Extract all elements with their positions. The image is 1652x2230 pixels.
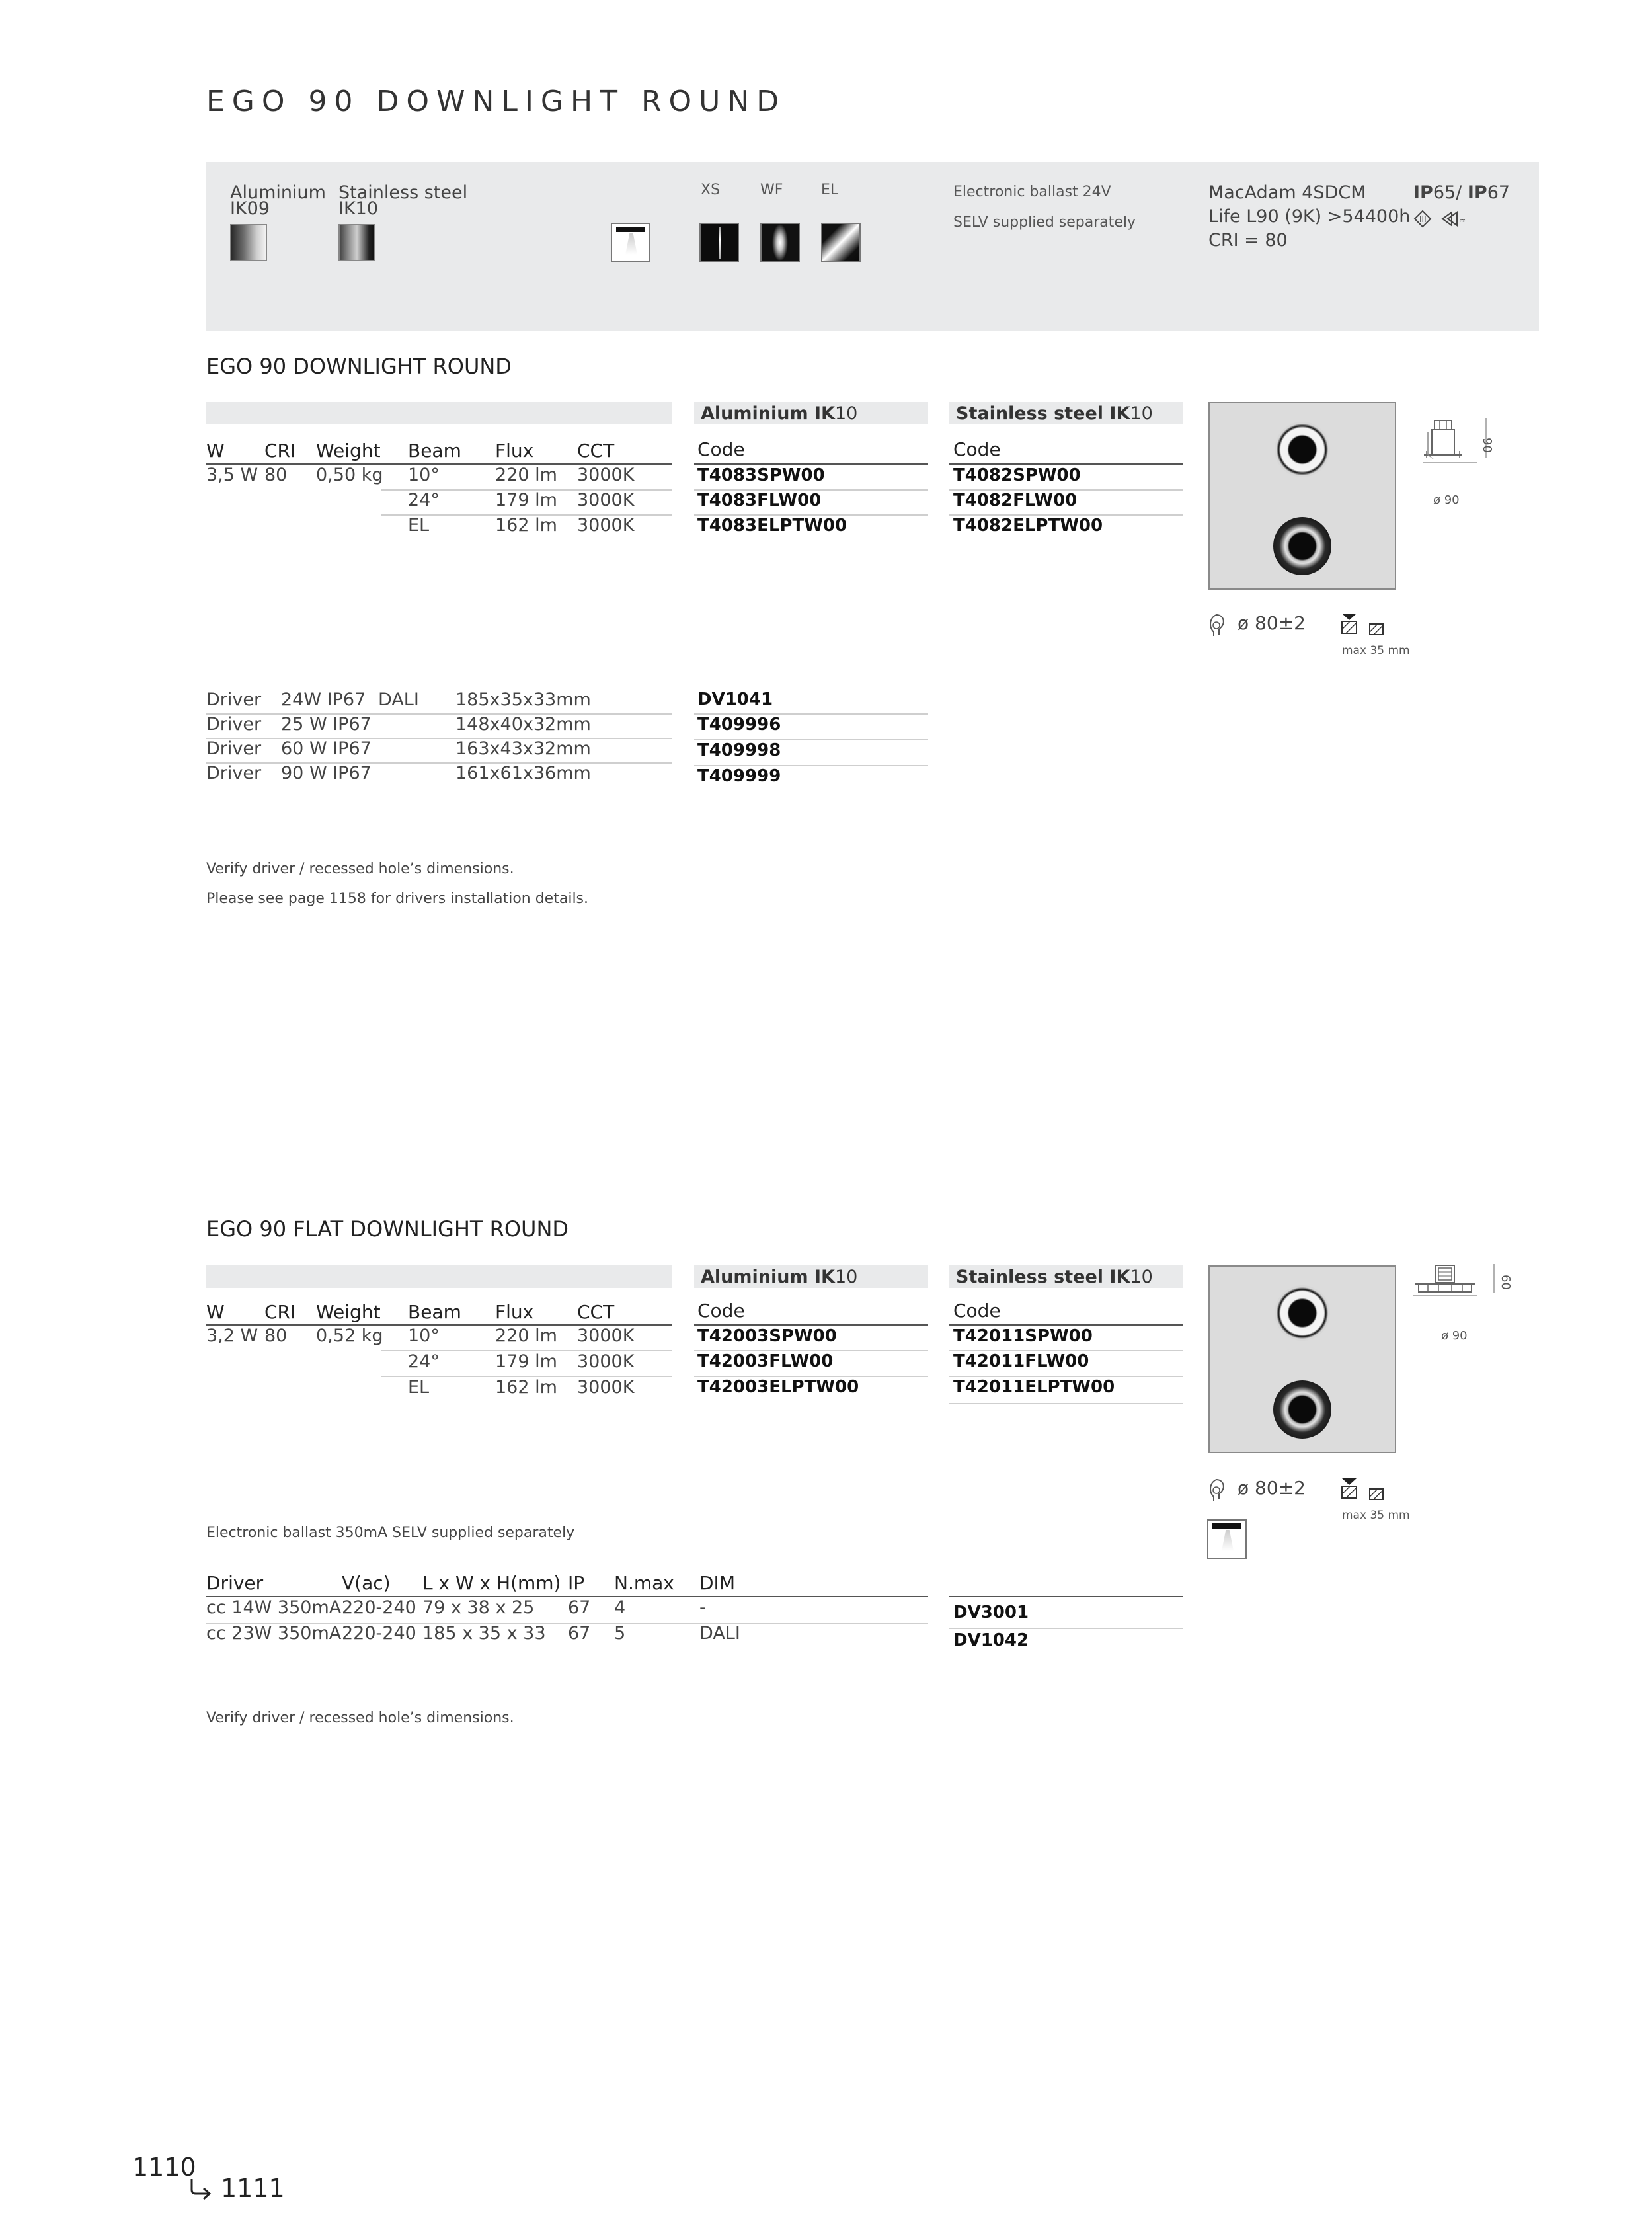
life-spec: Life L90 (9K) >54400h: [1208, 206, 1411, 227]
s2-row1-cct: 3000K: [577, 1326, 635, 1346]
s1-row3-cct: 3000K: [577, 515, 635, 536]
s2-drv1-code: DV3001: [953, 1603, 1029, 1622]
s2-row1-beam: 10°: [408, 1326, 440, 1346]
s1-dim-height: 90: [1480, 438, 1494, 453]
s2-ballast-note: Electronic ballast 350mA SELV supplied separately: [206, 1525, 575, 1541]
s1-col-w: W: [206, 440, 225, 461]
s1-driver3-size: 163x43x32mm: [455, 738, 591, 759]
s1-driver3-code: T409998: [697, 740, 781, 760]
s1-row3-alu-code: T4083ELPTW00: [697, 516, 847, 536]
s1-steel-fixture-image: [1273, 517, 1331, 575]
s2-drv1-nmax: 4: [614, 1597, 626, 1618]
s1-row1-beam: 10°: [408, 465, 440, 485]
s1-driver3-label: Driver: [206, 738, 262, 759]
s2-col-weight: Weight: [316, 1301, 381, 1323]
s2-weight: 0,52 kg: [316, 1326, 383, 1346]
beam-el-label: EL: [821, 182, 839, 198]
s1-col-beam: Beam: [408, 440, 461, 461]
s1-max-depth-icon: [1339, 612, 1390, 639]
s1-dim-diameter: ø 90: [1433, 493, 1460, 507]
aluminium-finish-swatch: [230, 224, 267, 261]
s2-drv-col-ip: IP: [568, 1572, 585, 1594]
s1-aluminium-fixture-image: [1275, 422, 1330, 477]
s2-max-depth-icon: [1339, 1477, 1390, 1503]
beam-xs-label: XS: [701, 182, 721, 198]
s2-drv1-dim: -: [699, 1597, 706, 1618]
s2-watt: 3,2 W: [206, 1326, 258, 1346]
ip-value-b: 67: [1487, 182, 1511, 203]
s1-cut-hole-icon: [1207, 612, 1230, 637]
s1-alu-code-label: Code: [697, 438, 745, 460]
s2-drv2-vac: 220-240: [342, 1623, 416, 1644]
class-iii-icon: [1415, 211, 1431, 227]
beam-wf-icon: [760, 223, 800, 262]
s2-col-cri: CRI: [264, 1301, 296, 1323]
s1-row1-flux: 220 lm: [495, 465, 557, 485]
energy-class-icon: [1442, 212, 1466, 225]
s2-col-cct: CCT: [577, 1301, 615, 1323]
finish-steel-label: Stainless steel: [338, 182, 468, 203]
s1-row2-beam: 24°: [408, 490, 440, 510]
s1-col-flux: Flux: [495, 440, 534, 461]
s2-drv2-dim: DALI: [699, 1623, 740, 1644]
s1-row1-alu-code: T4083SPW00: [697, 465, 825, 485]
ballast-line-2: SELV supplied separately: [953, 214, 1136, 231]
s2-col-w: W: [206, 1301, 225, 1323]
s1-driver1-label: Driver: [206, 690, 262, 710]
s2-max-depth: max 35 mm: [1342, 1509, 1410, 1522]
s2-row2-alu-code: T42003FLW00: [697, 1351, 834, 1371]
s1-driver4-size: 161x61x36mm: [455, 763, 591, 783]
s2-product-photo: [1208, 1265, 1396, 1453]
s2-drv2-nmax: 5: [614, 1623, 626, 1644]
s2-row1-flux: 220 lm: [495, 1326, 557, 1346]
s2-drv1-driver: cc 14W 350mA: [206, 1597, 342, 1618]
s1-driver1-code: DV1041: [697, 690, 773, 709]
s2-drv-col-size: L x W x H(mm): [422, 1572, 561, 1594]
s2-drv1-vac: 220-240: [342, 1597, 416, 1618]
s1-driver3-spec: 60 W IP67: [281, 738, 372, 759]
s1-hole-diameter: ø 80±2: [1238, 612, 1306, 634]
section2-alu-header: Aluminium IK10: [701, 1267, 858, 1287]
macadam-spec: MacAdam 4SDCM: [1208, 182, 1366, 203]
section2-heading: EGO 90 FLAT DOWNLIGHT ROUND: [206, 1216, 569, 1242]
s1-note-verify: Verify driver / recessed hole’s dimensions.: [206, 861, 514, 877]
s1-max-depth: max 35 mm: [1342, 644, 1410, 657]
s1-col-cct: CCT: [577, 440, 615, 461]
s2-drv2-code: DV1042: [953, 1630, 1029, 1650]
beam-wf-label: WF: [760, 182, 783, 198]
s2-cut-hole-icon: [1207, 1477, 1230, 1502]
s2-dimension-drawing: [1412, 1261, 1505, 1328]
finish-aluminium-ik: IK09: [230, 198, 270, 219]
section1-ss-header: Stainless steel IK10: [956, 403, 1153, 424]
ballast-line-1: Electronic ballast 24V: [953, 184, 1111, 200]
s1-cri: 80: [264, 465, 288, 485]
ip-label-b: IP: [1467, 182, 1487, 203]
s2-drv-col-nmax: N.max: [614, 1572, 674, 1594]
s1-driver1-size: 185x35x33mm: [455, 690, 591, 710]
ip-rating: [1413, 183, 1510, 202]
s1-row2-ss-code: T4082FLW00: [953, 491, 1078, 510]
s1-driver2-label: Driver: [206, 714, 262, 735]
s2-drv-col-dim: DIM: [699, 1572, 735, 1594]
s1-row2-cct: 3000K: [577, 490, 635, 510]
beam-xs-icon: [699, 223, 739, 262]
s1-driver2-size: 148x40x32mm: [455, 714, 591, 735]
s1-row1-ss-code: T4082SPW00: [953, 465, 1081, 485]
s2-note-verify: Verify driver / recessed hole’s dimensions.: [206, 1710, 514, 1726]
s2-aluminium-fixture-image: [1275, 1285, 1330, 1341]
s1-col-weight: Weight: [316, 440, 381, 461]
s2-row2-flux: 179 lm: [495, 1351, 557, 1372]
s2-hole-diameter: ø 80±2: [1238, 1477, 1306, 1499]
s1-driver2-code: T409996: [697, 715, 781, 735]
s2-alu-code-label: Code: [697, 1300, 745, 1322]
finish-steel-ik: IK10: [338, 198, 379, 219]
s2-drv2-ip: 67: [568, 1623, 591, 1644]
finish-aluminium-label: Aluminium: [230, 182, 326, 203]
s2-row2-ss-code: T42011FLW00: [953, 1351, 1089, 1371]
s1-col-cri: CRI: [264, 440, 296, 461]
section2-ss-bar: [949, 1265, 1183, 1288]
s2-row1-ss-code: T42011SPW00: [953, 1326, 1093, 1346]
s2-row3-alu-code: T42003ELPTW00: [697, 1377, 859, 1397]
s2-drv1-size: 79 x 38 x 25: [422, 1597, 535, 1618]
recessed-fixture-icon: [611, 223, 650, 262]
s2-drv2-driver: cc 23W 350mA: [206, 1623, 342, 1644]
page-number-left: 1110: [132, 2153, 196, 2182]
s2-ss-code-label: Code: [953, 1300, 1001, 1322]
s1-row2-flux: 179 lm: [495, 490, 557, 510]
s1-driver2-spec: 25 W IP67: [281, 714, 372, 735]
s1-row3-flux: 162 lm: [495, 515, 557, 536]
section1-alu-header: Aluminium IK10: [701, 403, 858, 424]
s2-row3-ss-code: T42011ELPTW00: [953, 1377, 1115, 1397]
certification-icons: [1413, 208, 1486, 231]
s2-drv-col-driver: Driver: [206, 1572, 264, 1594]
s2-row2-beam: 24°: [408, 1351, 440, 1372]
ip-label-a: IP: [1413, 182, 1433, 203]
s2-row3-flux: 162 lm: [495, 1377, 557, 1398]
s2-cri: 80: [264, 1326, 288, 1346]
s1-driver4-label: Driver: [206, 763, 262, 783]
next-page-arrow-icon: [188, 2175, 214, 2202]
s2-drv2-size: 185 x 35 x 33: [422, 1623, 546, 1644]
page-number-right: 1111: [221, 2174, 285, 2203]
section1-ss-bar: [949, 402, 1183, 424]
s2-dim-diameter: ø 90: [1441, 1329, 1468, 1343]
cri-spec: CRI = 80: [1208, 230, 1288, 251]
s2-col-beam: Beam: [408, 1301, 461, 1323]
s2-row2-cct: 3000K: [577, 1351, 635, 1372]
s1-driver4-code: T409999: [697, 766, 781, 786]
s1-note-installation: Please see page 1158 for drivers installation details.: [206, 891, 589, 907]
s1-ss-code-label: Code: [953, 438, 1001, 460]
s2-row1-alu-code: T42003SPW00: [697, 1326, 837, 1346]
s1-product-photo: [1208, 402, 1396, 590]
s2-col-flux: Flux: [495, 1301, 534, 1323]
s2-steel-fixture-image: [1273, 1380, 1331, 1439]
s1-weight: 0,50 kg: [316, 465, 383, 485]
s1-row3-beam: EL: [408, 515, 430, 536]
page-title: EGO 90 DOWNLIGHT ROUND: [206, 85, 787, 118]
s2-drv1-ip: 67: [568, 1597, 591, 1618]
spec-header-band: [206, 162, 1539, 331]
beam-el-icon: [821, 223, 861, 262]
s2-row3-cct: 3000K: [577, 1377, 635, 1398]
section2-alu-bar: [694, 1265, 928, 1288]
s1-row3-ss-code: T4082ELPTW00: [953, 516, 1103, 536]
svg-text:III: III: [1419, 215, 1427, 224]
s1-driver4-spec: 90 W IP67: [281, 763, 372, 783]
section1-heading: EGO 90 DOWNLIGHT ROUND: [206, 354, 512, 379]
section2-ss-header: Stainless steel IK10: [956, 1267, 1153, 1287]
s1-driver1-dim: DALI: [378, 690, 419, 710]
steel-finish-swatch: [338, 224, 375, 261]
s1-driver1-spec: 24W IP67: [281, 690, 366, 710]
s1-row1-cct: 3000K: [577, 465, 635, 485]
section1-alu-bar: [694, 402, 928, 424]
s2-recessed-fixture-icon: [1207, 1519, 1247, 1559]
ip-value-a: 65/: [1433, 182, 1468, 203]
s2-drv-col-vac: V(ac): [342, 1572, 391, 1594]
section2-spec-bar: [206, 1265, 672, 1288]
section1-spec-bar: [206, 402, 672, 424]
s1-watt: 3,5 W: [206, 465, 258, 485]
s2-dim-height: 60: [1499, 1275, 1513, 1290]
svg-text:≈: ≈: [1460, 216, 1466, 225]
s1-row2-alu-code: T4083FLW00: [697, 491, 822, 510]
s2-row3-beam: EL: [408, 1377, 430, 1398]
